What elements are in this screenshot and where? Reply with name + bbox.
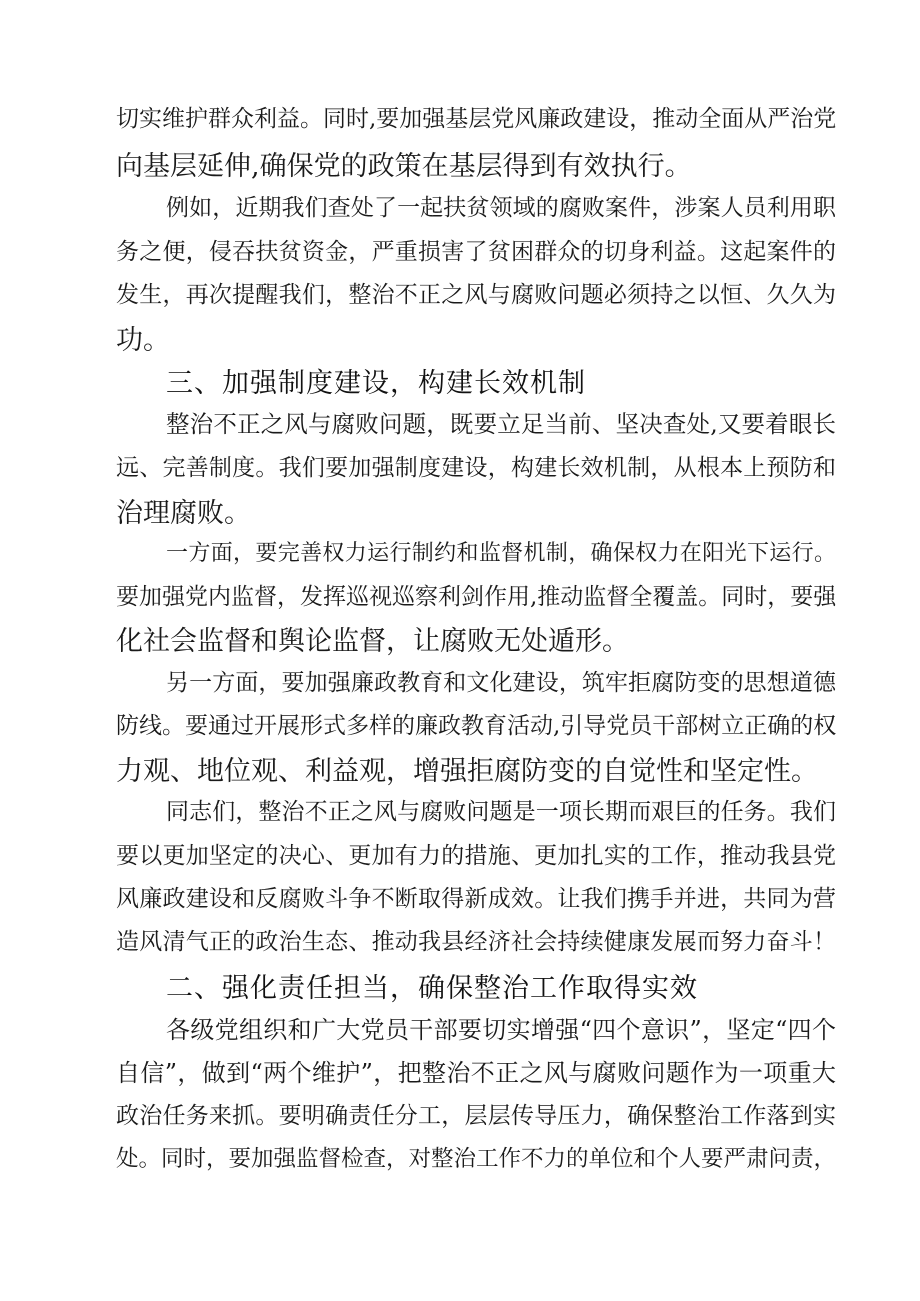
text-line: 造风清气正的政治生态、推动我县经济社会持续健康发展而努力奋斗！ [116,929,836,955]
text-line: 防线。要通过开展形式多样的廉政教育活动,引导党员干部树立正确的权 [116,713,837,739]
text-line: 风廉政建设和反腐败斗争不断取得新成效。让我们携手并进，共同为营 [116,886,836,912]
text-line: 整治不正之风与腐败问题，既要立足当前、坚决查处,又要着眼长 [166,410,836,438]
text-line: 同志们，整治不正之风与腐败问题是一项长期而艰巨的任务。我们 [166,799,836,825]
text-line: 另一方面，要加强廉政教育和文化建设，筑牢拒腐防变的思想道德 [166,670,836,696]
text-line: 发生，再次提醒我们，整治不正之风与腐败问题必须持之以恒、久久为 [116,282,836,308]
text-line: 切实维护群众利益。同时,要加强基层党风廉政建设，推动全面从严治党 [116,106,837,132]
text-line: 务之便，侵吞扶贫资金，严重损害了贫困群众的切身利益。这起案件的 [116,239,836,265]
text-line: 自信”，做到“两个维护”，把整治不正之风与腐败问题作为一项重大 [116,1059,836,1087]
text-line: 各级党组织和广大党员干部要切实增强“四个意识”，坚定“四个 [166,1016,836,1044]
text-line: 处。同时，要加强监督检查，对整治工作不力的单位和个人要严肃问责， [116,1146,837,1172]
text-line: 力观、地位观、利益观，增强拒腐防变的自觉性和坚定性。 [116,756,818,787]
text-line: 政治任务来抓。要明确责任分工，层层传导压力，确保整治工作落到实 [116,1103,836,1129]
section-heading: 三、加强制度建设，构建长效机制 [166,368,586,399]
text-line: 要以更加坚定的决心、更加有力的措施、更加扎实的工作，推动我县党 [116,843,836,869]
text-line: 化社会监督和舆论监督，让腐败无处遁形。 [116,626,629,657]
text-line: 一方面，要完善权力运行制约和监督机制，确保权力在阳光下运行。 [166,541,836,566]
text-line: 治理腐败。 [116,498,251,529]
text-line: 远、完善制度。我们要加强制度建设，构建长效机制，从根本上预防和 [116,455,836,481]
section-heading: 二、强化责任担当，确保整治工作取得实效 [166,973,698,1004]
text-line: 例如，近期我们查处了一起扶贫领域的腐败案件，涉案人员利用职 [166,195,836,221]
text-line: 要加强党内监督，发挥巡视巡察利剑作用,推动监督全覆盖。同时，要强 [116,584,837,610]
text-line: 功。 [116,325,170,356]
text-line: 向基层延伸,确保党的政策在基层得到有效执行。 [116,151,692,182]
